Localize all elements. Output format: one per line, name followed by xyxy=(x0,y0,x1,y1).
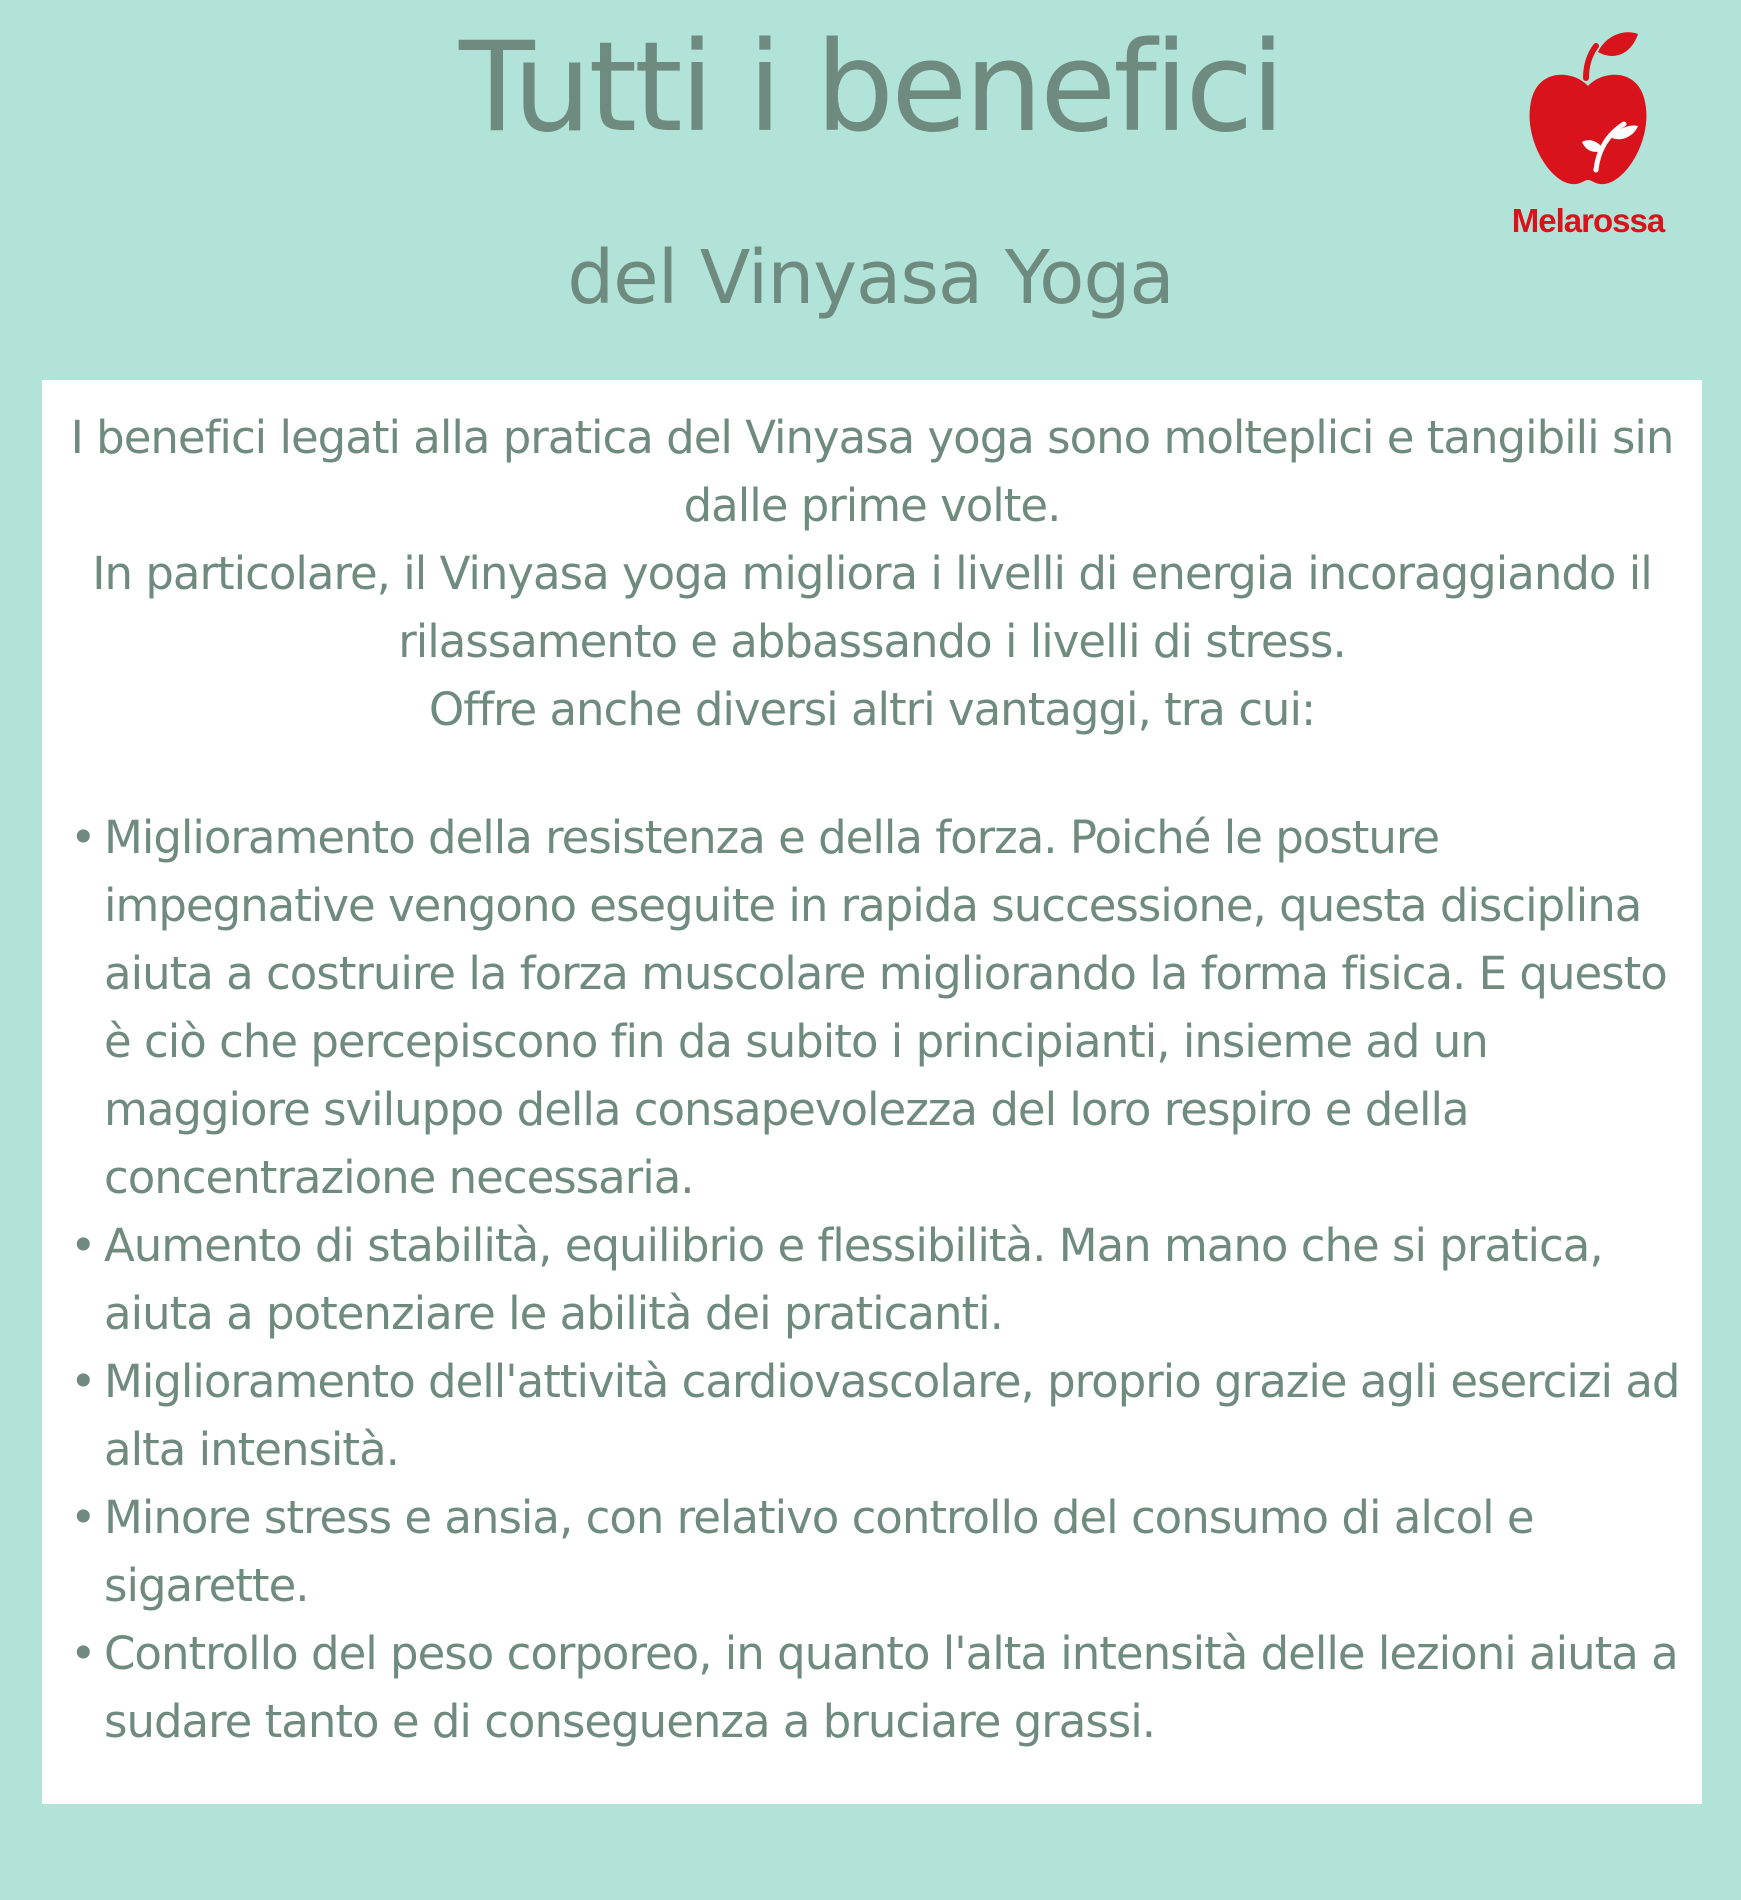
list-item xyxy=(70,1484,1690,1620)
bullet-icon: • xyxy=(70,811,96,864)
bullet-icon: • xyxy=(70,1355,96,1408)
intro-line-1: I benefici legati alla pratica del Vinyasa yoga sono molteplici e tangibili sin dalle prime volte. xyxy=(70,411,1674,532)
brand-logo[interactable] xyxy=(1488,30,1688,250)
list-item xyxy=(70,804,1690,1212)
benefit-text: Minore stress e ansia, con relativo controllo del consumo di alcol e sigarette. xyxy=(104,1491,1534,1612)
benefits-list xyxy=(70,804,1690,1756)
intro-text xyxy=(42,404,1702,744)
list-item xyxy=(70,1620,1690,1756)
brand-name: Melarossa xyxy=(1511,202,1665,239)
intro-line-2: In particolare, il Vinyasa yoga migliora i livelli di energia incoraggiando il rilassamento e abbassando i livelli di stress. xyxy=(92,547,1652,668)
apple-icon xyxy=(1524,30,1654,190)
benefit-text: Miglioramento della resistenza e della forza. Poiché le posture impegnative vengono eseguite in rapida successione, questa disciplina aiuta a costruire la forza muscolare migliorando la forma fisica. E questo è ciò che percepiscono fin da subito i principianti, insieme ad un maggiore sviluppo della consapevolezza del loro respiro e della concentrazione necessaria. xyxy=(104,811,1667,1204)
list-item xyxy=(70,1212,1690,1348)
intro-line-3: Offre anche diversi altri vantaggi, tra cui: xyxy=(428,683,1316,736)
content-card xyxy=(42,380,1702,1804)
list-item xyxy=(70,1348,1690,1484)
page-title: Tutti i benefici xyxy=(458,16,1283,160)
benefit-text: Miglioramento dell'attività cardiovascolare, proprio grazie agli esercizi ad alta intensità. xyxy=(104,1355,1680,1476)
benefit-text: Aumento di stabilità, equilibrio e flessibilità. Man mano che si pratica, aiuta a potenziare le abilità dei praticanti. xyxy=(104,1219,1603,1340)
bullet-icon: • xyxy=(70,1491,96,1544)
page-subtitle: del Vinyasa Yoga xyxy=(567,235,1174,321)
bullet-icon: • xyxy=(70,1627,96,1680)
benefit-text: Controllo del peso corporeo, in quanto l'alta intensità delle lezioni aiuta a sudare tanto e di conseguenza a bruciare grassi. xyxy=(104,1627,1678,1748)
bullet-icon: • xyxy=(70,1219,96,1272)
